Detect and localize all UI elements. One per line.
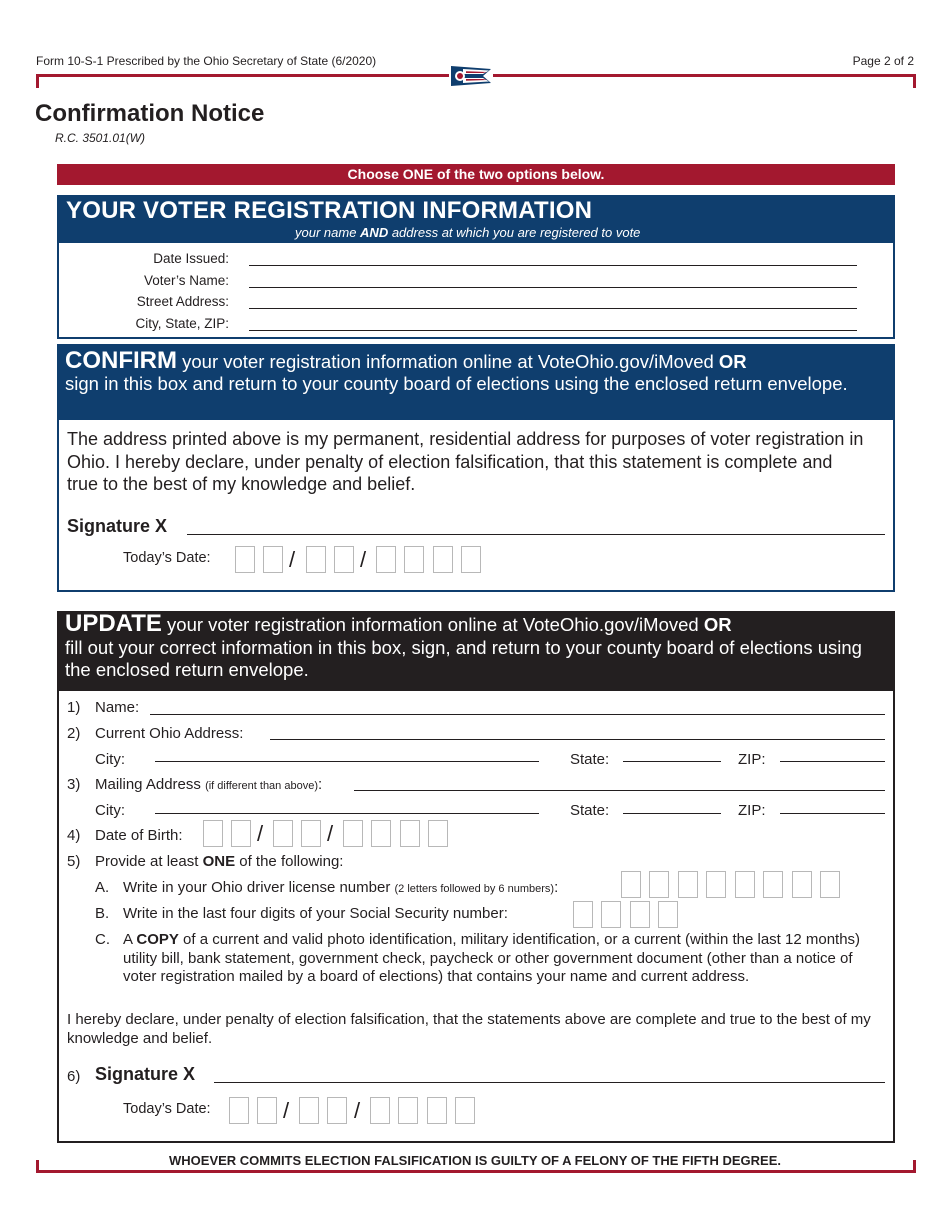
update-signature-field[interactable] <box>214 1082 885 1083</box>
footer-rule-tick-right <box>913 1160 916 1173</box>
current-state-label: State: <box>570 751 610 768</box>
confirm-date-year-4[interactable] <box>461 546 481 573</box>
license-char-1[interactable] <box>621 871 641 898</box>
provide-one-bold: ONE <box>202 853 236 870</box>
option-a-letter: A. <box>95 879 110 896</box>
subtitle-text: your name <box>295 225 361 240</box>
option-a-label <box>123 879 558 896</box>
mailing-address-label <box>95 776 322 793</box>
name-label: Name: <box>95 699 140 716</box>
page-title: Confirmation Notice <box>35 100 265 127</box>
header-rule-tick-left <box>36 74 39 88</box>
license-char-2[interactable] <box>649 871 669 898</box>
item-number: 3) <box>67 776 81 793</box>
update-section <box>57 611 895 1143</box>
license-char-6[interactable] <box>763 871 783 898</box>
confirm-date-day-1[interactable] <box>306 546 326 573</box>
field-label: Date Issued: <box>153 251 229 266</box>
field-line <box>249 308 857 309</box>
current-address-label: Current Ohio Address: <box>95 725 244 742</box>
update-date-day-1[interactable] <box>299 1097 319 1124</box>
dob-year-4[interactable] <box>428 820 448 847</box>
reg-field-voter-name <box>59 273 893 293</box>
update-date-year-3[interactable] <box>427 1097 447 1124</box>
field-line <box>249 330 857 331</box>
reg-field-city-state-zip <box>59 316 893 336</box>
choose-option-banner: Choose ONE of the two options below. <box>57 164 895 185</box>
confirm-signature-field[interactable] <box>187 534 885 535</box>
subtitle-and: AND <box>360 225 389 240</box>
date-separator: / <box>289 547 296 572</box>
ssn-digit-3[interactable] <box>630 901 650 928</box>
confirm-header-text: your voter registration information online at VoteOhio.gov/iMoved <box>176 351 719 372</box>
provide-text: Provide at least <box>95 853 203 870</box>
license-char-8[interactable] <box>820 871 840 898</box>
confirm-date-year-2[interactable] <box>404 546 424 573</box>
dob-label: Date of Birth: <box>95 827 183 844</box>
confirm-date-label: Today’s Date: <box>123 550 211 566</box>
mailing-state-label: State: <box>570 802 610 819</box>
confirm-signature-label: Signature X <box>67 516 168 536</box>
mailing-note: (if different than above) <box>205 780 318 792</box>
date-separator: / <box>283 1098 290 1123</box>
license-char-3[interactable] <box>678 871 698 898</box>
ohio-flag-icon <box>449 64 493 88</box>
colon: : <box>554 879 559 896</box>
update-date-day-2[interactable] <box>327 1097 347 1124</box>
reg-field-street-address <box>59 294 893 314</box>
ssn-digit-2[interactable] <box>601 901 621 928</box>
update-header-text-2: fill out your correct information in this box, sign, and return to your county board of elections using the enclosed return envelope. <box>65 636 862 680</box>
confirm-date-month-1[interactable] <box>235 546 255 573</box>
license-char-4[interactable] <box>706 871 726 898</box>
footer-rule-tick-left <box>36 1160 39 1173</box>
option-b-label: Write in the last four digits of your Social Security number: <box>123 905 508 922</box>
current-zip-field[interactable] <box>780 761 885 762</box>
page-number: Page 2 of 2 <box>852 54 914 68</box>
mailing-city-field[interactable] <box>155 813 539 814</box>
mailing-city-label: City: <box>95 802 125 819</box>
date-separator: / <box>360 547 367 572</box>
license-char-7[interactable] <box>792 871 812 898</box>
update-date-month-2[interactable] <box>257 1097 277 1124</box>
mailing-zip-label: ZIP: <box>738 802 766 819</box>
item-number: 5) <box>67 853 81 870</box>
mailing-address-field[interactable] <box>354 790 885 791</box>
option-c-copy: COPY <box>136 931 179 948</box>
confirm-section <box>57 344 895 592</box>
option-c-text: of a current and valid photo identification, military identification, or a current (within the last 12 months) utility bill, bank statement, government check, paycheck or other government document (other than a notice of voter registration mailed by a board of elections) that contains your name and current address. <box>123 931 861 985</box>
confirm-header-text-2: sign in this box and return to your county board of elections using the enclosed return envelope. <box>65 373 848 394</box>
update-signature-label: Signature X <box>95 1064 196 1084</box>
confirm-date-month-2[interactable] <box>263 546 283 573</box>
current-address-field[interactable] <box>270 739 885 740</box>
dob-day-2[interactable] <box>301 820 321 847</box>
field-line <box>249 287 857 288</box>
update-header-text: your voter registration information online at VoteOhio.gov/iMoved <box>161 614 704 635</box>
option-c-label <box>123 931 873 987</box>
current-state-field[interactable] <box>623 761 721 762</box>
update-date-year-4[interactable] <box>455 1097 475 1124</box>
update-declaration: I hereby declare, under penalty of election falsification, that the statements above are complete and true to the best of my knowledge and belief. <box>67 1011 871 1047</box>
reg-field-date-issued <box>59 251 893 271</box>
current-city-label: City: <box>95 751 125 768</box>
field-label: Street Address: <box>136 294 229 309</box>
dob-year-1[interactable] <box>343 820 363 847</box>
footer-rule <box>36 1170 916 1173</box>
statute-reference: R.C. 3501.01(W) <box>55 131 146 145</box>
registration-header <box>59 197 893 243</box>
current-zip-label: ZIP: <box>738 751 766 768</box>
header-rule-tick-right <box>913 74 916 88</box>
update-header <box>59 610 893 691</box>
update-date-year-1[interactable] <box>370 1097 390 1124</box>
current-city-field[interactable] <box>155 761 539 762</box>
confirm-date-day-2[interactable] <box>334 546 354 573</box>
date-separator: / <box>257 821 264 846</box>
confirm-declaration: The address printed above is my permanent, residential address for purposes of voter registration in Ohio. I hereby declare, under penalty of election falsification, that this statement is complete and true to the best of my knowledge and belief. <box>67 429 864 494</box>
dob-month-2[interactable] <box>231 820 251 847</box>
voter-registration-info-section <box>57 195 895 339</box>
mailing-zip-field[interactable] <box>780 813 885 814</box>
ssn-digit-4[interactable] <box>658 901 678 928</box>
dob-day-1[interactable] <box>273 820 293 847</box>
form-identifier: Form 10-S-1 Prescribed by the Ohio Secretary of State (6/2020) <box>36 54 377 68</box>
item-number: 1) <box>67 699 81 716</box>
confirm-header <box>59 346 893 420</box>
item-number: 4) <box>67 827 81 844</box>
option-a-note: (2 letters followed by 6 numbers) <box>394 883 555 895</box>
dob-year-2[interactable] <box>371 820 391 847</box>
field-label: City, State, ZIP: <box>135 316 229 331</box>
colon: : <box>317 776 323 793</box>
date-separator: / <box>354 1098 361 1123</box>
update-keyword: UPDATE <box>65 610 162 637</box>
registration-subtitle <box>295 225 640 240</box>
ssn-digit-1[interactable] <box>573 901 593 928</box>
update-date-month-1[interactable] <box>229 1097 249 1124</box>
option-a-text: Write in your Ohio driver license number <box>123 879 395 896</box>
update-or: OR <box>703 614 732 635</box>
registration-title: YOUR VOTER REGISTRATION INFORMATION <box>66 197 593 224</box>
mailing-state-field[interactable] <box>623 813 721 814</box>
option-b-letter: B. <box>95 905 110 922</box>
date-separator: / <box>327 821 334 846</box>
item-number: 6) <box>67 1068 81 1085</box>
item-number: 2) <box>67 725 81 742</box>
confirm-keyword: CONFIRM <box>65 347 177 374</box>
provide-one-label <box>95 853 343 870</box>
field-label: Voter’s Name: <box>143 273 229 288</box>
field-line <box>249 265 857 266</box>
subtitle-text-end: address at which you are registered to vote <box>388 225 641 240</box>
option-c-text-start: A <box>123 931 137 948</box>
option-c-letter: C. <box>95 931 110 948</box>
mailing-label-text: Mailing Address <box>95 776 201 793</box>
license-char-5[interactable] <box>735 871 755 898</box>
dob-month-1[interactable] <box>203 820 223 847</box>
confirm-date-year-1[interactable] <box>376 546 396 573</box>
confirm-or: OR <box>718 351 747 372</box>
confirm-date-year-3[interactable] <box>433 546 453 573</box>
name-field[interactable] <box>150 714 885 715</box>
provide-text-end: of the following: <box>235 853 344 870</box>
felony-warning: WHOEVER COMMITS ELECTION FALSIFICATION IS GUILTY OF A FELONY OF THE FIFTH DEGREE. <box>169 1153 781 1168</box>
update-date-year-2[interactable] <box>398 1097 418 1124</box>
update-date-label: Today’s Date: <box>123 1101 211 1117</box>
dob-year-3[interactable] <box>400 820 420 847</box>
